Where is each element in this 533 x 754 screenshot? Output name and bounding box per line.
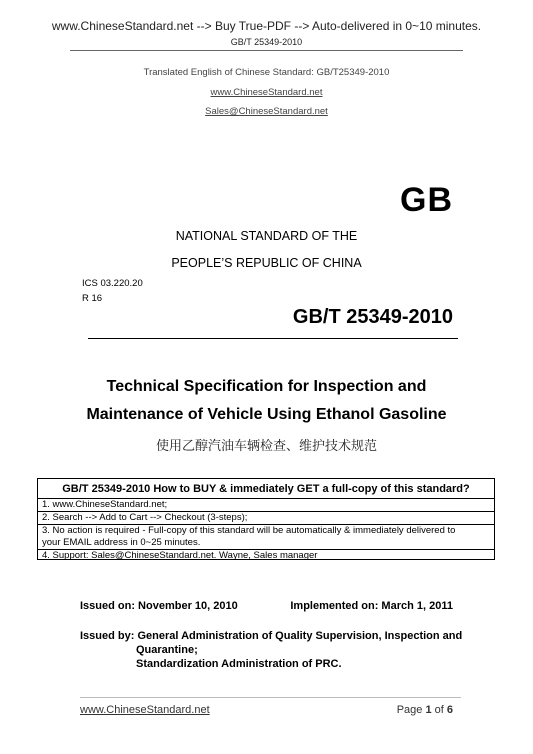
- footer-divider: [80, 697, 461, 698]
- website-link-wrap: [0, 87, 533, 98]
- header-code: GB/T 25349-2010: [230, 37, 303, 47]
- purchase-step: 1. www.ChineseStandard.net;: [38, 498, 494, 511]
- email-link[interactable]: Sales@ChineseStandard.net: [205, 106, 328, 117]
- header-banner: www.ChineseStandard.net --> Buy True-PDF --> Auto-delivered in 0~10 minutes.: [51, 19, 482, 33]
- standard-number-divider: [88, 338, 458, 339]
- document-title-line1: Technical Specification for Inspection and: [106, 378, 427, 395]
- standard-number: GB/T 25349-2010: [292, 306, 453, 328]
- document-title-chinese: 使用乙醇汽油车辆检查、维护技术规范: [155, 439, 377, 454]
- r-code: R 16: [82, 293, 103, 304]
- issuer-line1: Issued by: General Administration of Quality Supervision, Inspection and: [80, 630, 463, 642]
- translated-note: Translated English of Chinese Standard: GB/T25349-2010: [143, 67, 390, 78]
- purchase-step: 2. Search --> Add to Cart --> Checkout (3-steps);: [38, 511, 494, 524]
- national-standard-line1: NATIONAL STANDARD OF THE: [175, 229, 358, 243]
- purchase-step-continued: your EMAIL address in 0~25 minutes.: [42, 537, 201, 548]
- purchase-steps-list: [38, 498, 494, 562]
- footer-website-wrap: [80, 704, 210, 716]
- page-total: 6: [446, 704, 453, 716]
- footer-website-link[interactable]: www.ChineseStandard.net: [80, 704, 210, 716]
- page-of: of: [431, 704, 447, 716]
- document-title-line2: Maintenance of Vehicle Using Ethanol Gasoline: [86, 406, 447, 423]
- header-divider: [70, 50, 463, 51]
- page-prefix: Page: [396, 704, 426, 716]
- page-current: 1: [425, 704, 432, 716]
- website-link[interactable]: www.ChineseStandard.net: [210, 87, 323, 98]
- issuer-line2: Quarantine;: [136, 644, 198, 656]
- issuer-line3: Standardization Administration of PRC.: [136, 658, 342, 670]
- purchase-info-box: [37, 478, 495, 560]
- national-standard-line2: PEOPLE’S REPUBLIC OF CHINA: [171, 256, 362, 270]
- ics-code: ICS 03.220.20: [82, 278, 143, 289]
- email-link-wrap: [0, 106, 533, 117]
- page-indicator: [397, 704, 453, 716]
- purchase-step: 3. No action is required - Full-copy of this standard will be automatically & immediately delivered to: [38, 524, 494, 537]
- implemented-date: Implemented on: March 1, 2011: [290, 600, 453, 612]
- gb-mark: GB: [400, 181, 453, 219]
- purchase-step: 4. Support: Sales@ChineseStandard.net. Wayne, Sales manager: [38, 549, 494, 562]
- issued-date: Issued on: November 10, 2010: [80, 600, 238, 612]
- purchase-info-title: GB/T 25349-2010 How to BUY & immediately GET a full-copy of this standard?: [62, 483, 470, 495]
